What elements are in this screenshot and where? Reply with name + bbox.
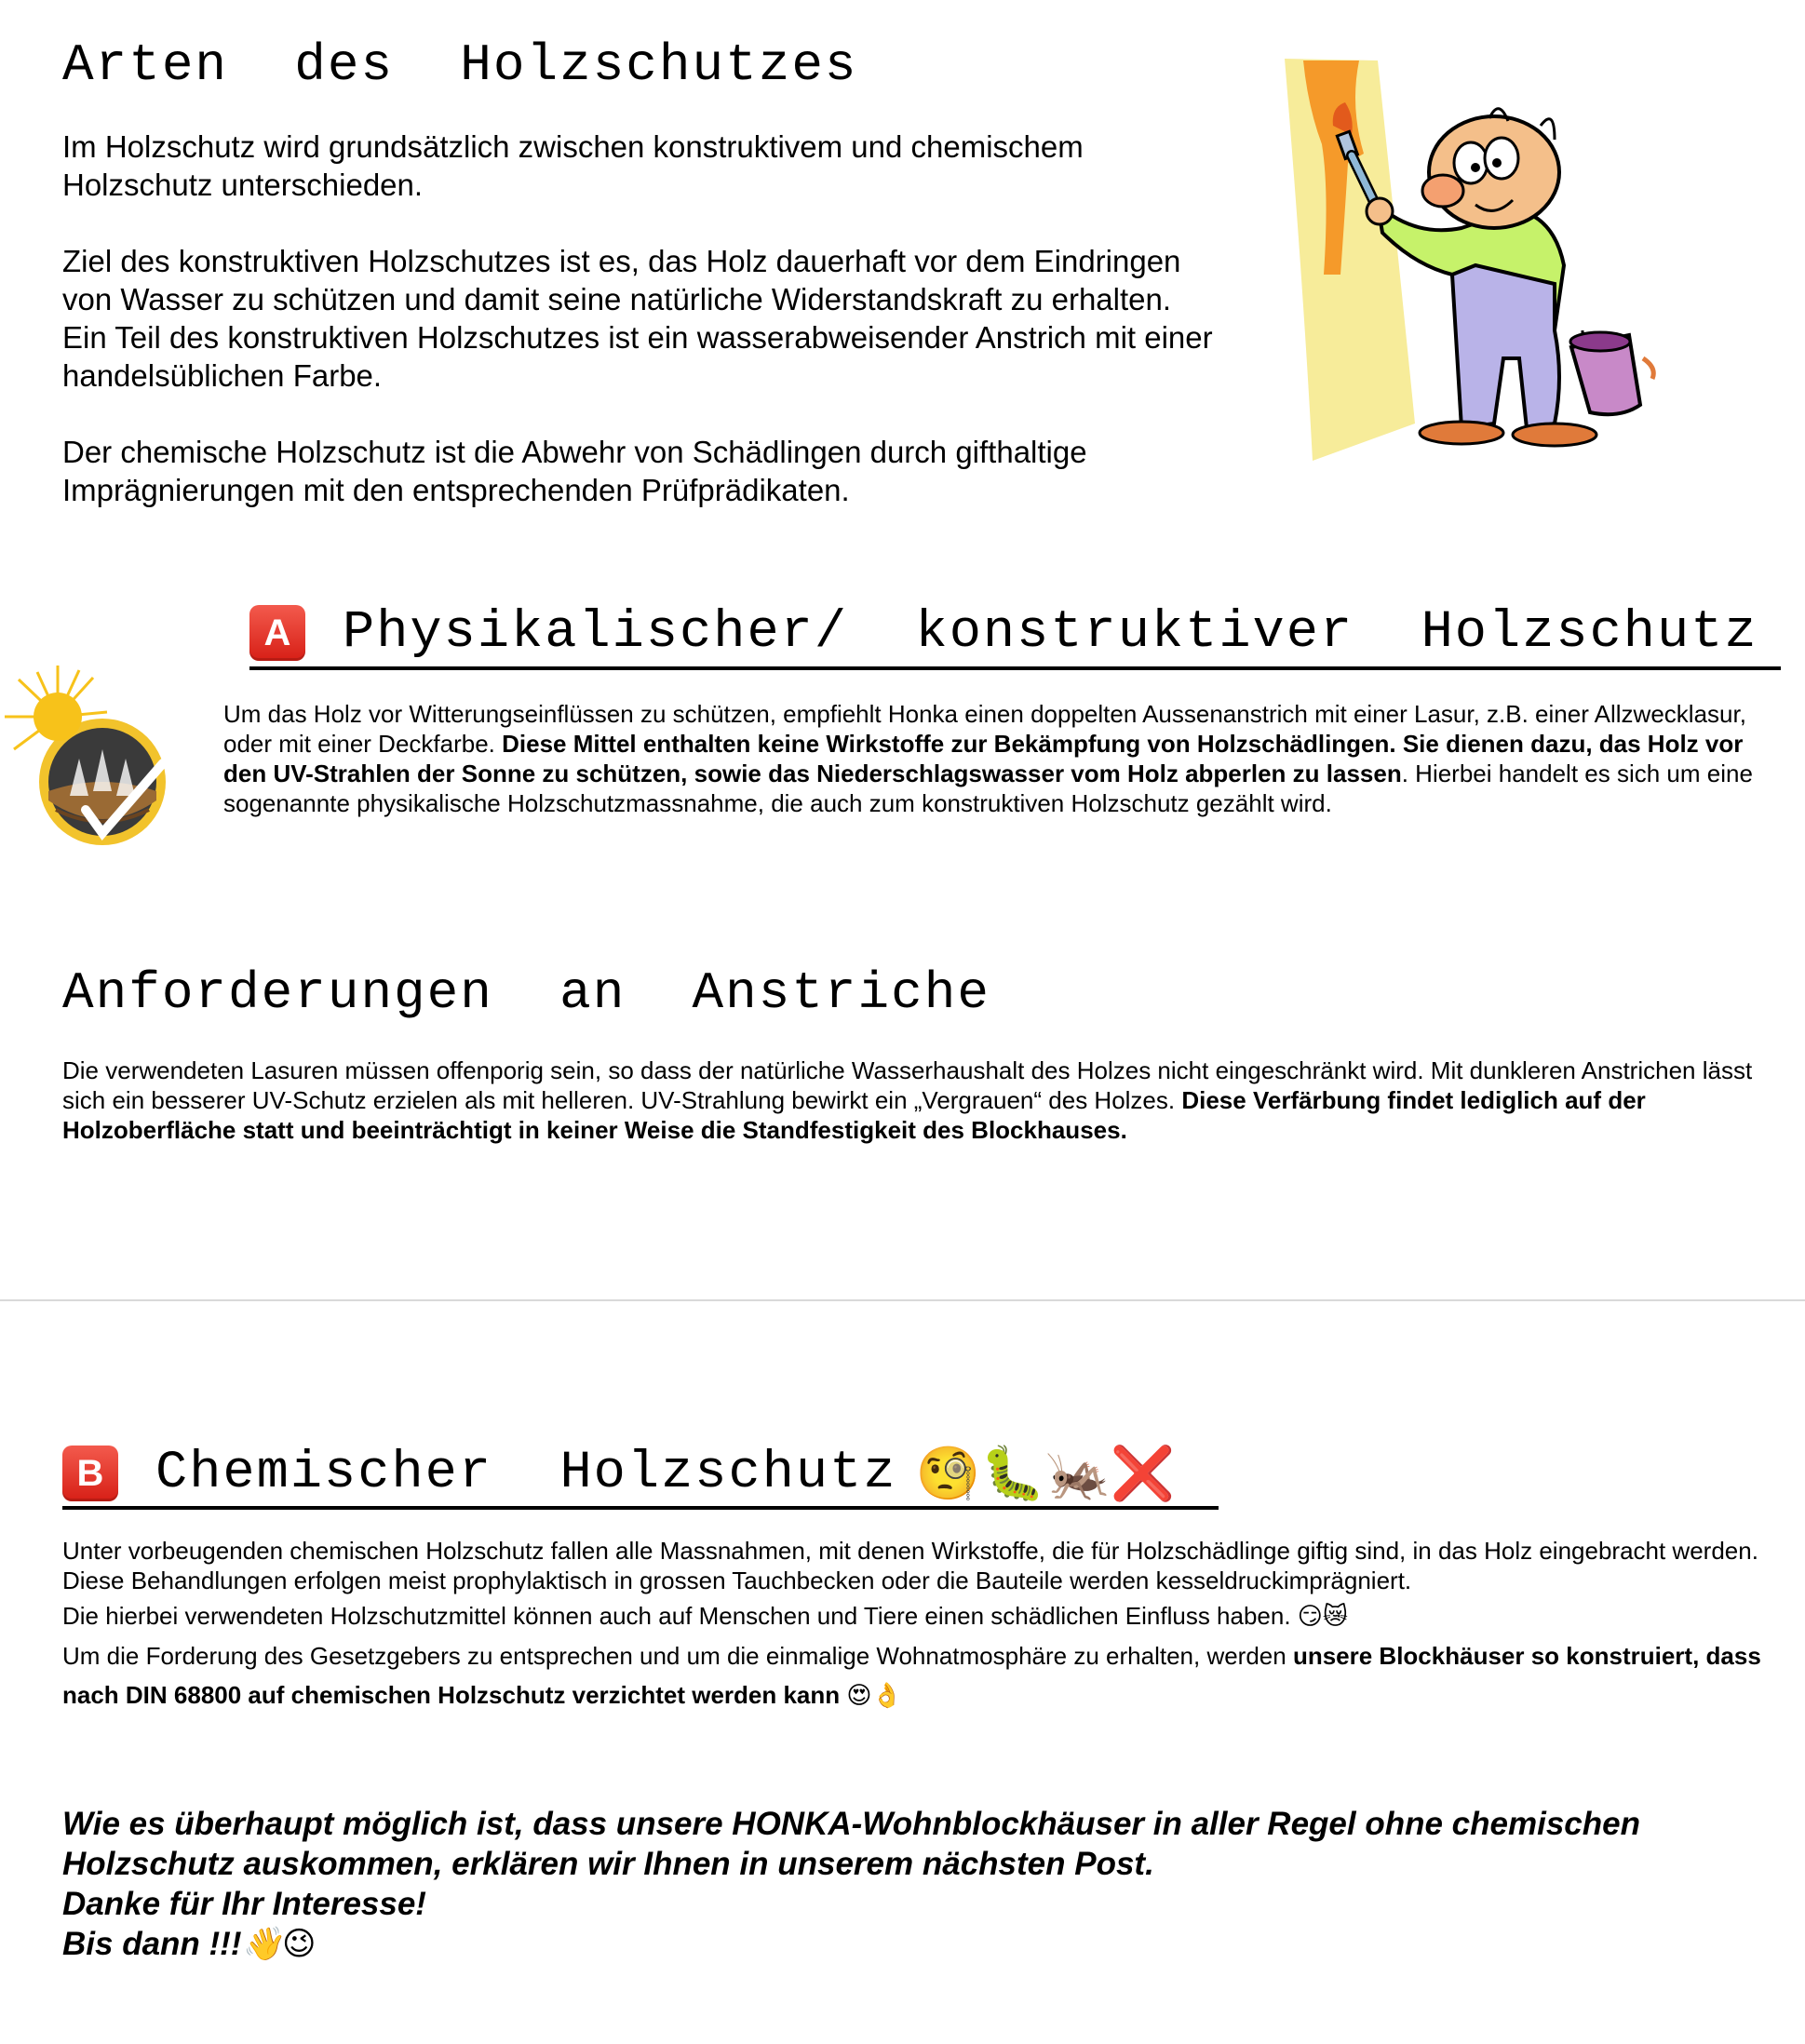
section-b-paragraph-2: Die hierbei verwendeten Holzschutzmittel können auch auf Menschen und Tiere einen schädlichen Einfluss haben. 😏😿	[62, 1602, 1349, 1630]
section-a-heading	[249, 603, 1781, 670]
painter-illustration	[1275, 51, 1704, 479]
section-b-title: Chemischer Holzschutz	[155, 1444, 897, 1503]
intro-paragraph-2: Ziel des konstruktiven Holzschutzes ist es, das Holz dauerhaft vor dem Eindringen von Wasser zu schützen und damit seine natürliche Widerstandskraft zu erhalten. Ein Teil des konstruktiven Holzschutzes ist ein wasserabweisender Anstrich mit einer handelsüblichen Farbe.	[62, 244, 1213, 393]
closing-line-1: Wie es überhaupt möglich ist, dass unsere HONKA-Wohnblockhäuser in aller Regel ohne chemischen Holzschutz auskommen, erklären wir Ihnen in unserem nächsten Post.	[62, 1806, 1640, 1882]
section-b-paragraph-1: Unter vorbeugenden chemischen Holzschutz fallen alle Massnahmen, mit denen Wirkstoffe, die für Holzschädlinge giftig sind, in das Holz eingebracht werden. Diese Behandlungen erfolgen meist prophylaktisch in grossen Tauchbecken oder die Bauteile werden kesseldruckimprägniert.	[62, 1537, 1758, 1594]
section-a-text-2: . Hierbei handelt es sich um eine sogenannte physikalische Holzschutzmassnahme, die auch zum konstruktiven Holzschutz gezählt wird.	[223, 760, 1753, 817]
heart-eyes-ok-hand-icon: 😍👌	[840, 1681, 902, 1709]
section-divider	[0, 1299, 1805, 1301]
monocle-bug-cricket-cross-icon: 🧐🐛🦗❌	[915, 1444, 1176, 1502]
sun-wood-check-icon	[0, 661, 177, 847]
requirements-body	[62, 1056, 1775, 1145]
letter-a-badge-icon: A	[249, 605, 305, 661]
intro-section	[62, 128, 1217, 547]
section-a-title: Physikalischer/ konstruktiver Holzschutz	[343, 603, 1758, 663]
page-title: Arten des Holzschutzes	[62, 35, 858, 95]
section-b-body	[62, 1536, 1785, 1720]
letter-b-badge-icon: B	[62, 1446, 118, 1501]
section-b-text-3: Um die Forderung des Gesetzgebers zu entsprechen und um die einmalige Wohnatmosphäre zu erhalten, werden	[62, 1642, 1293, 1670]
section-b-paragraph-3	[62, 1636, 1785, 1715]
intro-paragraph-1: Im Holzschutz wird grundsätzlich zwischen konstruktivem und chemischem Holzschutz unterschieden.	[62, 129, 1084, 202]
requirements-text: Die verwendeten Lasuren müssen offenporig sein, so dass der natürliche Wasserhaushalt des Holzes nicht eingeschränkt wird. Mit dunkleren Anstrichen lässt sich ein besserer UV-Schutz erzielen als mit helleren. UV-Strahlung bewirkt ein „Vergrauen“ des Holzes.	[62, 1056, 1753, 1114]
section-a-text-1: Um das Holz vor Witterungseinflüssen zu schützen, empfiehlt Honka einen doppelten Aussenanstrich mit einer Lasur, z.B. einer Allzwecklasur, oder mit einer Deckfarbe.	[223, 700, 1746, 758]
painter-pants	[1452, 265, 1559, 428]
section-b-text-3-bold: unsere Blockhäuser so konstruiert, dass nach DIN 68800 auf chemischen Holzschutz verzichtet werden kann	[62, 1642, 1761, 1709]
closing-line-2: Danke für Ihr Interesse!	[62, 1886, 426, 1922]
closing-line-3: Bis dann !!!👋😉	[62, 1926, 317, 1962]
intro-paragraph-3: Der chemische Holzschutz ist die Abwehr von Schädlingen durch gifthaltige Imprägnierungen mit den entsprechenden Prüfprädikaten.	[62, 435, 1087, 507]
section-b-heading	[62, 1443, 1219, 1510]
section-a-body	[223, 699, 1769, 818]
closing-section	[62, 1804, 1775, 1964]
requirements-text-bold: Diese Verfärbung findet lediglich auf der Holzoberfläche statt und beeinträchtigt in keiner Weise die Standfestigkeit des Blockhauses.	[62, 1086, 1646, 1144]
section-a-text-bold: Diese Mittel enthalten keine Wirkstoffe zur Bekämpfung von Holzschädlingen. Sie dienen dazu, das Holz vor den UV-Strahlen der Sonne zu schützen, sowie das Niederschlagswasser vom Holz abperlen zu lassen	[223, 730, 1744, 787]
requirements-title: Anforderungen an Anstriche	[62, 963, 990, 1023]
